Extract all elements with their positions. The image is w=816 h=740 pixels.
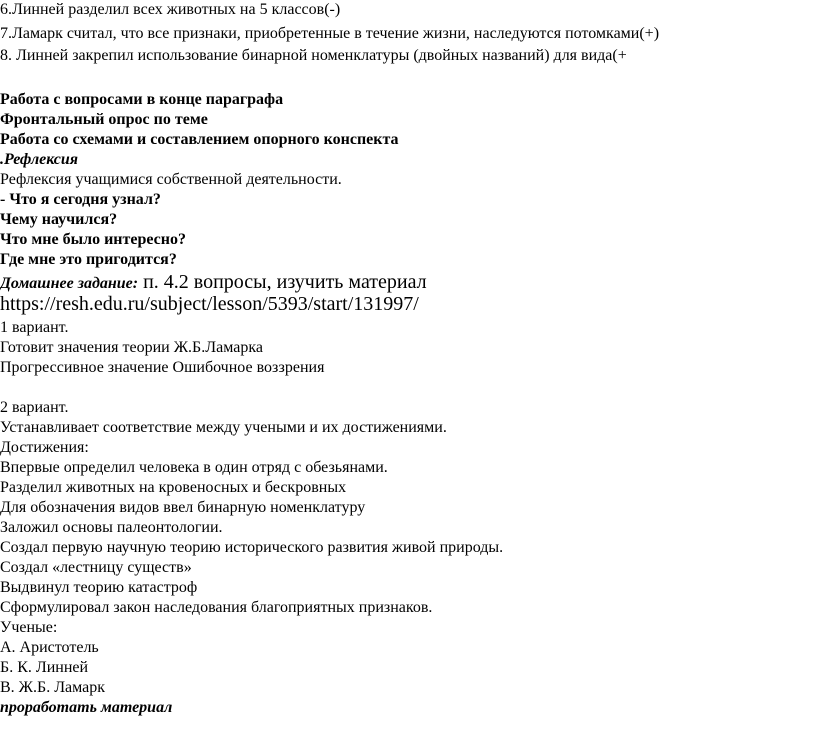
final-task: проработать материал bbox=[0, 699, 173, 716]
variant-2-title: 2 вариант. bbox=[0, 399, 69, 416]
homework-label: Домашнее задание: bbox=[0, 275, 139, 292]
achievement-item: Выдвинул теорию катастроф bbox=[0, 579, 198, 596]
achievement-item: Заложил основы палеонтологии. bbox=[0, 519, 223, 536]
reflection-text: Рефлексия учащимися собственной деятельности. bbox=[0, 171, 342, 188]
heading-frontal-survey: Фронтальный опрос по теме bbox=[0, 111, 208, 128]
homework-text: п. 4.2 вопросы, изучить материал bbox=[138, 271, 427, 293]
variant-1-task-a: Готовит значения теории Ж.Б.Ламарка bbox=[0, 339, 263, 356]
scientist-item: А. Аристотель bbox=[0, 639, 99, 656]
achievement-item: Для обозначения видов ввел бинарную номенклатуру bbox=[0, 499, 366, 516]
scientist-item: Б. К. Линней bbox=[0, 659, 89, 676]
achievements-title: Достижения: bbox=[0, 439, 89, 456]
question-useful: Где мне это пригодится? bbox=[0, 251, 177, 268]
heading-schemes: Работа со схемами и составлением опорного конспекта bbox=[0, 131, 399, 148]
statement-8: 8. Линней закрепил использование бинарной номенклатуры (двойных названий) для вида(+ bbox=[0, 47, 627, 64]
achievement-item: Создал первую научную теорию исторического развития живой природы. bbox=[0, 539, 504, 556]
homework-line bbox=[0, 270, 427, 294]
achievement-item: Создал «лестницу существ» bbox=[0, 559, 192, 576]
question-learned: - Что я сегодня узнал? bbox=[0, 191, 161, 208]
homework-link[interactable]: https://resh.edu.ru/subject/lesson/5393/start/131997/ bbox=[0, 293, 419, 315]
heading-reflection: .Рефлексия bbox=[0, 151, 79, 168]
achievement-item: Разделил животных на кровеносных и бескровных bbox=[0, 479, 347, 496]
variant-1-task-b: Прогрессивное значение Ошибочное воззрения bbox=[0, 359, 325, 376]
statement-7: 7.Ламарк считал, что все признаки, приобретенные в течение жизни, наследуются потомками(+) bbox=[0, 25, 660, 42]
scientist-item: В. Ж.Б. Ламарк bbox=[0, 679, 106, 696]
question-taught: Чему научился? bbox=[0, 211, 118, 228]
variant-2-task: Устанавливает соответствие между учеными и их достижениями. bbox=[0, 419, 447, 436]
heading-questions: Работа с вопросами в конце параграфа bbox=[0, 91, 284, 108]
achievement-item: Сформулировал закон наследования благоприятных признаков. bbox=[0, 599, 433, 616]
scientists-title: Ученые: bbox=[0, 619, 58, 636]
achievement-item: Впервые определил человека в один отряд с обезьянами. bbox=[0, 459, 388, 476]
variant-1-title: 1 вариант. bbox=[0, 319, 69, 336]
question-interesting: Что мне было интересно? bbox=[0, 231, 186, 248]
statement-6: 6.Линней разделил всех животных на 5 классов(-) bbox=[0, 1, 341, 18]
